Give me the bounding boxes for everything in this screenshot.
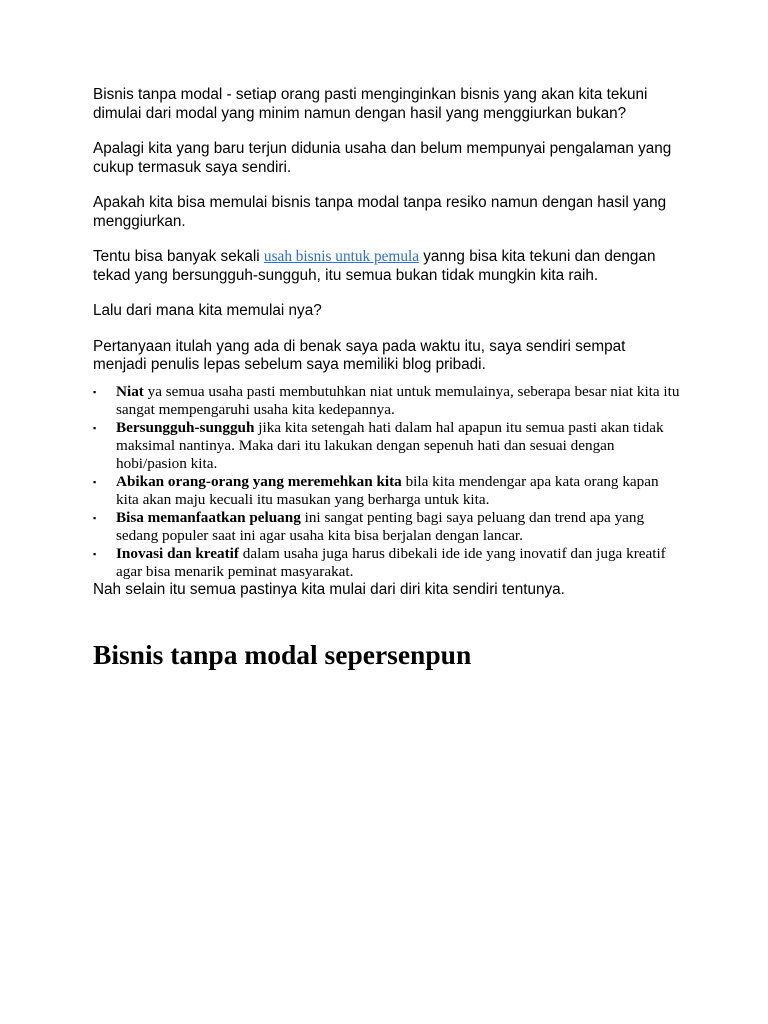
business-for-beginners-link[interactable]: usah bisnis untuk pemula (263, 248, 420, 265)
paragraph-author-background: Pertanyaan itulah yang ada di benak saya pada waktu itu, saya sendiri sempat menjadi penulis lepas sebelum saya memiliki blog pribadi. (93, 337, 626, 373)
list-item-text: dalam usaha juga harus dibekali ide ide yang inovatif dan juga kreatif agar bisa menarik peminat masyarakat. (116, 544, 666, 580)
paragraph-where-to-start: Lalu dari mana kita memulai nya? (93, 302, 322, 319)
list-item-text: jika kita setengah hati dalam hal apapun itu semua pasti akan tidak maksimal nantinya. Maka dari itu lakukan dengan sepenuh hati dan sesuai dengan hobi/pasion kita. (116, 418, 664, 472)
list-item-text: ya semua usaha pasti membutuhkan niat untuk memulainya, seberapa besar niat kita itu sangat mempengaruhi usaha kita kedepannya. (116, 382, 680, 418)
list-item (93, 545, 683, 581)
list-item (93, 383, 683, 419)
list-item-title: Niat (116, 382, 144, 400)
square-bullet-icon (93, 509, 96, 527)
square-bullet-icon (93, 545, 96, 563)
paragraph-with-link (93, 248, 683, 285)
closing-paragraph: Nah selain itu semua pastinya kita mulai dari diri kita sendiri tentunya. (93, 580, 565, 598)
list-item-text: bila kita mendengar apa kata orang kapan kita akan maju kecuali itu masukan yang berharga untuk kita. (116, 472, 659, 508)
square-bullet-icon (93, 383, 96, 401)
list-item-text: ini sangat penting bagi saya peluang dan trend apa yang sedang populer saat ini agar usaha kita bisa berjalan dengan lancar. (116, 508, 645, 544)
section-heading: Bisnis tanpa modal sepersenpun (93, 639, 472, 670)
list-item (93, 473, 683, 509)
intro-paragraph: Bisnis tanpa modal - setiap orang pasti menginginkan bisnis yang akan kita tekuni dimulai dari modal yang minim namun dengan hasil yang menggiurkan bukan? (93, 86, 648, 122)
paragraph-text-after-link: yanng bisa kita tekuni dan dengan tekad yang bersungguh-sungguh, itu semua bukan tidak mungkin kita raih. (93, 248, 656, 284)
tips-list (93, 383, 683, 581)
list-item-title: Bersungguh-sungguh (116, 418, 255, 436)
list-item-title: Abikan orang-orang yang meremehkan kita (116, 472, 402, 490)
list-item (93, 419, 683, 473)
document-page (93, 86, 683, 671)
list-item (93, 509, 683, 545)
square-bullet-icon (93, 473, 96, 491)
paragraph-text-before-link: Tentu bisa banyak sekali (93, 248, 264, 265)
list-item-title: Bisa memanfaatkan peluang (116, 508, 301, 526)
square-bullet-icon (93, 419, 96, 437)
paragraph-experience: Apalagi kita yang baru terjun didunia usaha dan belum mempunyai pengalaman yang cukup termasuk saya sendiri. (93, 140, 672, 176)
list-item-title: Inovasi dan kreatif (116, 544, 239, 562)
paragraph-question: Apakah kita bisa memulai bisnis tanpa modal tanpa resiko namun dengan hasil yang menggiurkan. (93, 194, 667, 230)
